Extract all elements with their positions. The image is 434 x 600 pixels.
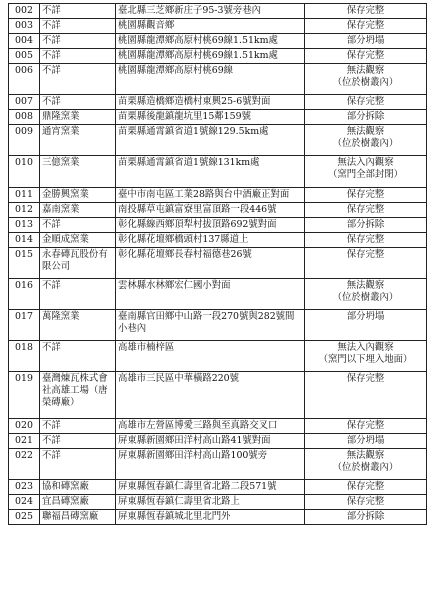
- status-line: 保存完整: [346, 5, 385, 16]
- kiln-id-cell: 012: [9, 203, 40, 218]
- kiln-status-cell: [305, 203, 427, 218]
- status-line: 保存完整: [346, 496, 385, 507]
- kiln-address-cell: 彰化縣花壇鄉長春村福德巷26號: [116, 248, 305, 279]
- table-row: [9, 510, 427, 525]
- kiln-id-cell: 011: [9, 188, 40, 203]
- kiln-address-cell: 苗栗縣通霄鎮省道1號線129.5km處: [116, 125, 305, 156]
- status-line: 保存完整: [346, 204, 385, 215]
- table-row: [9, 49, 427, 64]
- kiln-status-cell: [305, 156, 427, 188]
- kiln-name-cell: 不詳: [40, 449, 116, 480]
- kiln-name-cell: 鼎隆窯業: [40, 110, 116, 125]
- status-line: （位於樹叢內）: [332, 77, 399, 88]
- kiln-name-cell: 金勝興窯業: [40, 188, 116, 203]
- kiln-address-cell: 雲林縣水林鄉宏仁國小對面: [116, 279, 305, 310]
- status-line: 部分拆除: [346, 111, 385, 122]
- status-line: 部分坍塌: [346, 35, 385, 46]
- kiln-address-cell: 高雄市楠梓區: [116, 341, 305, 372]
- kiln-address-cell: 桃園縣龍潭鄉高原村桃69線1.51km處: [116, 34, 305, 49]
- table-row: [9, 110, 427, 125]
- table-row: [9, 341, 427, 372]
- kiln-address-cell: 苗栗縣造橋鄉造橋村東興25-6號對面: [116, 95, 305, 110]
- status-line: 無法觀察: [346, 126, 385, 137]
- kiln-name-cell: 不詳: [40, 4, 116, 19]
- kiln-id-cell: 004: [9, 34, 40, 49]
- status-line: 部分拆除: [346, 219, 385, 230]
- table-row: [9, 248, 427, 279]
- kiln-id-cell: 017: [9, 310, 40, 341]
- status-line: 保存完整: [346, 20, 385, 31]
- kiln-status-cell: [305, 188, 427, 203]
- status-line: 無法觀察: [346, 450, 385, 461]
- kiln-id-cell: 014: [9, 233, 40, 248]
- table-row: [9, 480, 427, 495]
- kiln-id-cell: 022: [9, 449, 40, 480]
- kiln-address-cell: 高雄市左營區博愛三路與至真路交叉口: [116, 419, 305, 434]
- kiln-address-cell: 臺中市南屯區工業28路與台中酒廠正對面: [116, 188, 305, 203]
- kiln-name-cell: 不詳: [40, 279, 116, 310]
- kiln-status-cell: [305, 218, 427, 233]
- table-row: [9, 34, 427, 49]
- table-row: [9, 218, 427, 233]
- kiln-address-cell: 屏東縣新園鄉田洋村高山路41號對面: [116, 434, 305, 449]
- kiln-name-cell: 聯福昌磚窯廠: [40, 510, 116, 525]
- table-row: [9, 125, 427, 156]
- kiln-status-cell: [305, 248, 427, 279]
- table-row: [9, 372, 427, 419]
- kiln-id-cell: 002: [9, 4, 40, 19]
- kiln-status-cell: [305, 49, 427, 64]
- kiln-status-cell: [305, 449, 427, 480]
- kiln-address-cell: 屏東縣恆春鎮仁壽里省北路二段571號: [116, 480, 305, 495]
- kiln-id-cell: 003: [9, 19, 40, 34]
- status-line: 無法觀察: [346, 65, 385, 76]
- kiln-id-cell: 013: [9, 218, 40, 233]
- status-line: 保存完整: [346, 481, 385, 492]
- kiln-id-cell: 016: [9, 279, 40, 310]
- kiln-name-cell: 不詳: [40, 64, 116, 95]
- status-line: （位於樹叢內）: [332, 292, 399, 303]
- kiln-status-cell: [305, 110, 427, 125]
- kiln-address-cell: 臺南縣官田鄉中山路一段270號與282號間小巷內: [116, 310, 305, 341]
- kiln-status-cell: [305, 434, 427, 449]
- kiln-name-cell: 永春磚瓦股份有限公司: [40, 248, 116, 279]
- kiln-status-cell: [305, 341, 427, 372]
- status-line: 保存完整: [346, 189, 385, 200]
- status-line: 保存完整: [346, 96, 385, 107]
- kiln-id-cell: 025: [9, 510, 40, 525]
- kiln-id-cell: 019: [9, 372, 40, 419]
- table-row: [9, 4, 427, 19]
- table-row: [9, 419, 427, 434]
- status-line: 無法觀察: [346, 280, 385, 291]
- kiln-name-cell: 嘉南窯業: [40, 203, 116, 218]
- status-line: （位於樹叢內）: [332, 462, 399, 473]
- kiln-status-cell: [305, 279, 427, 310]
- kiln-address-cell: 彰化縣花壇鄉橋頭村137縣道上: [116, 233, 305, 248]
- kiln-name-cell: 不詳: [40, 19, 116, 34]
- kiln-status-cell: [305, 34, 427, 49]
- kiln-id-cell: 007: [9, 95, 40, 110]
- kiln-name-cell: 三億窯業: [40, 156, 116, 188]
- table-row: [9, 233, 427, 248]
- kiln-address-cell: 高雄市三民區中華橫路220號: [116, 372, 305, 419]
- table-row: [9, 495, 427, 510]
- kiln-status-cell: [305, 495, 427, 510]
- kiln-name-cell: 金順成窯業: [40, 233, 116, 248]
- status-line: （窯門全部封閉）: [327, 169, 403, 180]
- status-line: 無法入內觀察: [337, 157, 394, 168]
- kiln-id-cell: 008: [9, 110, 40, 125]
- kiln-status-cell: [305, 310, 427, 341]
- table-row: [9, 19, 427, 34]
- kiln-address-cell: 苗栗縣後龍鎮龍坑里15鄰159號: [116, 110, 305, 125]
- table-row: [9, 156, 427, 188]
- table-row: [9, 64, 427, 95]
- kiln-name-cell: 不詳: [40, 341, 116, 372]
- table-row: [9, 310, 427, 341]
- status-line: 無法入內觀察: [337, 342, 394, 353]
- kiln-status-cell: [305, 19, 427, 34]
- table-row: [9, 279, 427, 310]
- table-row: [9, 203, 427, 218]
- kiln-name-cell: 不詳: [40, 419, 116, 434]
- status-line: 保存完整: [346, 249, 385, 260]
- kiln-id-cell: 010: [9, 156, 40, 188]
- kiln-status-cell: [305, 4, 427, 19]
- kiln-address-cell: 臺北縣三芝鄉新庄子95-3號旁巷內: [116, 4, 305, 19]
- table-row: [9, 449, 427, 480]
- status-line: 部分拆除: [346, 511, 385, 522]
- kiln-name-cell: 不詳: [40, 34, 116, 49]
- kiln-name-cell: 不詳: [40, 49, 116, 64]
- kiln-name-cell: 不詳: [40, 218, 116, 233]
- kiln-address-cell: 屏東縣恆春鎮仁壽里省北路上: [116, 495, 305, 510]
- kiln-id-cell: 006: [9, 64, 40, 95]
- kiln-id-cell: 020: [9, 419, 40, 434]
- kiln-status-cell: [305, 95, 427, 110]
- kiln-id-cell: 023: [9, 480, 40, 495]
- kiln-id-cell: 009: [9, 125, 40, 156]
- kiln-id-cell: 024: [9, 495, 40, 510]
- status-line: 部分坍塌: [346, 435, 385, 446]
- kiln-name-cell: 宜昌磚窯廠: [40, 495, 116, 510]
- kiln-status-cell: [305, 372, 427, 419]
- kiln-id-cell: 021: [9, 434, 40, 449]
- kiln-table-wrapper: [8, 3, 427, 525]
- kiln-address-cell: 桃園縣觀音鄉: [116, 19, 305, 34]
- kiln-id-cell: 015: [9, 248, 40, 279]
- kiln-status-cell: [305, 510, 427, 525]
- status-line: 保存完整: [346, 50, 385, 61]
- kiln-name-cell: 萬隆窯業: [40, 310, 116, 341]
- kiln-name-cell: 通宵窯業: [40, 125, 116, 156]
- status-line: 保存完整: [346, 373, 385, 384]
- kiln-name-cell: 協和磚窯廠: [40, 480, 116, 495]
- kiln-status-cell: [305, 64, 427, 95]
- status-line: 保存完整: [346, 234, 385, 245]
- kiln-list-table: [8, 3, 427, 525]
- status-line: （窯門以下埋入地面）: [318, 354, 413, 365]
- kiln-id-cell: 018: [9, 341, 40, 372]
- status-line: （位於樹叢內）: [332, 138, 399, 149]
- kiln-name-cell: 不詳: [40, 434, 116, 449]
- kiln-status-cell: [305, 419, 427, 434]
- kiln-name-cell: 臺灣煉瓦株式會社高雄工場（唐榮磚廠）: [40, 372, 116, 419]
- kiln-name-cell: 不詳: [40, 95, 116, 110]
- kiln-id-cell: 005: [9, 49, 40, 64]
- kiln-address-cell: 苗栗縣通霄鎮省道1號線131km處: [116, 156, 305, 188]
- kiln-address-cell: 南投縣草屯鎮富寮里富頂路一段446號: [116, 203, 305, 218]
- kiln-address-cell: 屏東縣恆春鎮城北里北門外: [116, 510, 305, 525]
- kiln-address-cell: 彰化縣線西鄉頂犁村拔頂路692號對面: [116, 218, 305, 233]
- table-row: [9, 95, 427, 110]
- table-row: [9, 188, 427, 203]
- kiln-address-cell: 屏東縣新園鄉田洋村高山路100號旁: [116, 449, 305, 480]
- kiln-status-cell: [305, 480, 427, 495]
- status-line: 保存完整: [346, 420, 385, 431]
- kiln-table-body: [9, 4, 427, 525]
- kiln-address-cell: 桃園縣龍潭鄉高原村桃69線: [116, 64, 305, 95]
- kiln-status-cell: [305, 233, 427, 248]
- kiln-status-cell: [305, 125, 427, 156]
- table-row: [9, 434, 427, 449]
- kiln-address-cell: 桃園縣龍潭鄉高原村桃69線1.51km處: [116, 49, 305, 64]
- status-line: 部分坍塌: [346, 311, 385, 322]
